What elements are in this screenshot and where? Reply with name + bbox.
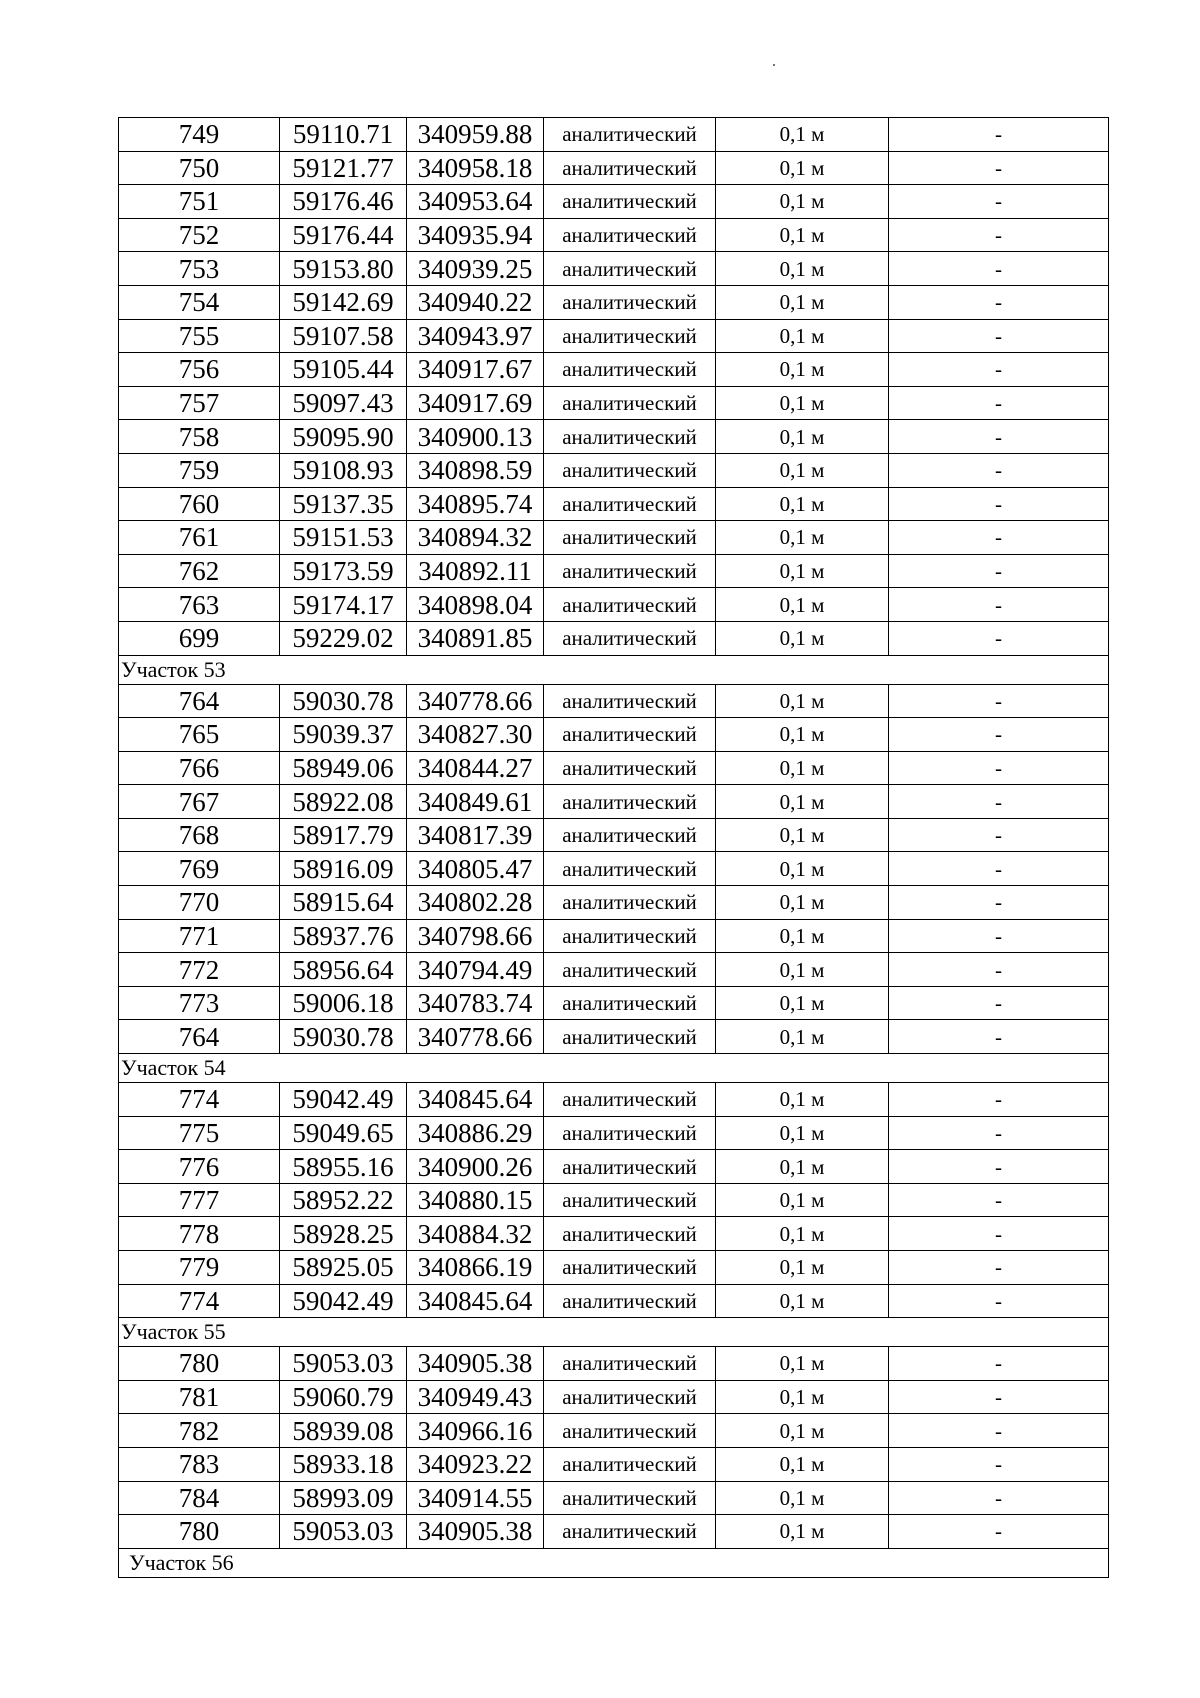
point-number: 760 xyxy=(119,487,280,521)
coordinate-y: 340894.32 xyxy=(407,521,544,555)
accuracy-cell: 0,1 м xyxy=(716,118,889,152)
method-cell: аналитический xyxy=(544,751,716,785)
point-number: 780 xyxy=(119,1347,280,1381)
note-cell: - xyxy=(889,285,1109,319)
coordinate-x: 59097.43 xyxy=(280,386,407,420)
point-number: 757 xyxy=(119,386,280,420)
method-cell: аналитический xyxy=(544,1284,716,1318)
coordinate-x: 58993.09 xyxy=(280,1481,407,1515)
accuracy-cell: 0,1 м xyxy=(716,1150,889,1184)
point-row xyxy=(119,453,1109,487)
coordinate-x: 59105.44 xyxy=(280,353,407,387)
accuracy-cell: 0,1 м xyxy=(716,818,889,852)
note-cell: - xyxy=(889,1515,1109,1549)
note-cell: - xyxy=(889,886,1109,920)
accuracy-cell: 0,1 м xyxy=(716,1251,889,1285)
method-cell: аналитический xyxy=(544,919,716,953)
note-cell: - xyxy=(889,1380,1109,1414)
note-cell: - xyxy=(889,420,1109,454)
coordinate-x: 59107.58 xyxy=(280,319,407,353)
point-row xyxy=(119,1251,1109,1285)
coordinate-x: 59060.79 xyxy=(280,1380,407,1414)
method-cell: аналитический xyxy=(544,953,716,987)
accuracy-cell: 0,1 м xyxy=(716,386,889,420)
method-cell: аналитический xyxy=(544,1183,716,1217)
method-cell: аналитический xyxy=(544,118,716,152)
method-cell: аналитический xyxy=(544,487,716,521)
coordinate-y: 340892.11 xyxy=(407,554,544,588)
point-row xyxy=(119,919,1109,953)
note-cell: - xyxy=(889,953,1109,987)
note-cell: - xyxy=(889,852,1109,886)
note-cell: - xyxy=(889,1284,1109,1318)
section-label: Участок 54 xyxy=(119,1054,1109,1083)
coordinate-x: 59042.49 xyxy=(280,1284,407,1318)
coordinate-y: 340827.30 xyxy=(407,718,544,752)
point-number: 779 xyxy=(119,1251,280,1285)
accuracy-cell: 0,1 м xyxy=(716,886,889,920)
note-cell: - xyxy=(889,621,1109,655)
note-cell: - xyxy=(889,453,1109,487)
coordinate-x: 59053.03 xyxy=(280,1515,407,1549)
coordinate-x: 58952.22 xyxy=(280,1183,407,1217)
note-cell: - xyxy=(889,684,1109,718)
accuracy-cell: 0,1 м xyxy=(716,285,889,319)
note-cell: - xyxy=(889,521,1109,555)
point-row xyxy=(119,852,1109,886)
note-cell: - xyxy=(889,986,1109,1020)
point-number: 774 xyxy=(119,1083,280,1117)
coordinate-x: 59030.78 xyxy=(280,684,407,718)
note-cell: - xyxy=(889,1020,1109,1054)
point-row xyxy=(119,554,1109,588)
coordinate-y: 340917.69 xyxy=(407,386,544,420)
method-cell: аналитический xyxy=(544,453,716,487)
point-number: 769 xyxy=(119,852,280,886)
note-cell: - xyxy=(889,1217,1109,1251)
note-cell: - xyxy=(889,785,1109,819)
coordinate-x: 59042.49 xyxy=(280,1083,407,1117)
point-row xyxy=(119,718,1109,752)
method-cell: аналитический xyxy=(544,185,716,219)
coordinate-y: 340935.94 xyxy=(407,218,544,252)
note-cell: - xyxy=(889,218,1109,252)
coordinate-y: 340891.85 xyxy=(407,621,544,655)
coordinate-x: 59176.46 xyxy=(280,185,407,219)
coordinate-y: 340953.64 xyxy=(407,185,544,219)
coordinate-y: 340905.38 xyxy=(407,1515,544,1549)
note-cell: - xyxy=(889,185,1109,219)
coordinate-x: 59030.78 xyxy=(280,1020,407,1054)
point-number: 751 xyxy=(119,185,280,219)
coordinate-x: 59229.02 xyxy=(280,621,407,655)
coordinate-y: 340845.64 xyxy=(407,1284,544,1318)
coordinate-y: 340898.59 xyxy=(407,453,544,487)
point-row xyxy=(119,285,1109,319)
point-number: 778 xyxy=(119,1217,280,1251)
coordinates-table xyxy=(118,117,1109,1578)
coordinate-y: 340898.04 xyxy=(407,588,544,622)
accuracy-cell: 0,1 м xyxy=(716,521,889,555)
point-row xyxy=(119,751,1109,785)
accuracy-cell: 0,1 м xyxy=(716,252,889,286)
note-cell: - xyxy=(889,718,1109,752)
section-header-row xyxy=(119,1548,1109,1577)
coordinate-y: 340917.67 xyxy=(407,353,544,387)
coordinate-x: 58925.05 xyxy=(280,1251,407,1285)
point-number: 767 xyxy=(119,785,280,819)
coordinate-y: 340844.27 xyxy=(407,751,544,785)
note-cell: - xyxy=(889,1183,1109,1217)
point-number: 771 xyxy=(119,919,280,953)
note-cell: - xyxy=(889,319,1109,353)
coordinate-x: 59121.77 xyxy=(280,151,407,185)
note-cell: - xyxy=(889,554,1109,588)
method-cell: аналитический xyxy=(544,1116,716,1150)
accuracy-cell: 0,1 м xyxy=(716,1347,889,1381)
note-cell: - xyxy=(889,1116,1109,1150)
point-row xyxy=(119,252,1109,286)
coordinate-y: 340880.15 xyxy=(407,1183,544,1217)
point-row xyxy=(119,818,1109,852)
point-number: 699 xyxy=(119,621,280,655)
accuracy-cell: 0,1 м xyxy=(716,420,889,454)
method-cell: аналитический xyxy=(544,1347,716,1381)
point-number: 766 xyxy=(119,751,280,785)
accuracy-cell: 0,1 м xyxy=(716,554,889,588)
method-cell: аналитический xyxy=(544,1217,716,1251)
coordinate-y: 340966.16 xyxy=(407,1414,544,1448)
point-row xyxy=(119,151,1109,185)
coordinate-y: 340914.55 xyxy=(407,1481,544,1515)
method-cell: аналитический xyxy=(544,1481,716,1515)
point-row xyxy=(119,588,1109,622)
point-row xyxy=(119,785,1109,819)
coordinate-x: 58956.64 xyxy=(280,953,407,987)
coordinate-x: 59039.37 xyxy=(280,718,407,752)
method-cell: аналитический xyxy=(544,684,716,718)
point-row xyxy=(119,1083,1109,1117)
coordinate-y: 340778.66 xyxy=(407,1020,544,1054)
point-row xyxy=(119,319,1109,353)
point-number: 777 xyxy=(119,1183,280,1217)
section-header-row xyxy=(119,1318,1109,1347)
point-number: 765 xyxy=(119,718,280,752)
note-cell: - xyxy=(889,1447,1109,1481)
point-row xyxy=(119,1217,1109,1251)
method-cell: аналитический xyxy=(544,852,716,886)
accuracy-cell: 0,1 м xyxy=(716,1083,889,1117)
accuracy-cell: 0,1 м xyxy=(716,1414,889,1448)
point-number: 756 xyxy=(119,353,280,387)
method-cell: аналитический xyxy=(544,151,716,185)
method-cell: аналитический xyxy=(544,1083,716,1117)
coordinate-y: 340798.66 xyxy=(407,919,544,953)
method-cell: аналитический xyxy=(544,621,716,655)
coordinate-x: 59137.35 xyxy=(280,487,407,521)
coordinate-x: 58949.06 xyxy=(280,751,407,785)
point-row xyxy=(119,1481,1109,1515)
point-row xyxy=(119,1447,1109,1481)
point-number: 784 xyxy=(119,1481,280,1515)
coordinate-x: 59173.59 xyxy=(280,554,407,588)
accuracy-cell: 0,1 м xyxy=(716,621,889,655)
note-cell: - xyxy=(889,1083,1109,1117)
accuracy-cell: 0,1 м xyxy=(716,1183,889,1217)
coordinate-x: 58937.76 xyxy=(280,919,407,953)
coordinate-y: 340845.64 xyxy=(407,1083,544,1117)
scan-speck xyxy=(773,64,775,66)
method-cell: аналитический xyxy=(544,785,716,819)
method-cell: аналитический xyxy=(544,554,716,588)
method-cell: аналитический xyxy=(544,1447,716,1481)
note-cell: - xyxy=(889,118,1109,152)
coordinate-y: 340943.97 xyxy=(407,319,544,353)
point-number: 781 xyxy=(119,1380,280,1414)
note-cell: - xyxy=(889,1347,1109,1381)
accuracy-cell: 0,1 м xyxy=(716,785,889,819)
coordinate-x: 58916.09 xyxy=(280,852,407,886)
point-number: 753 xyxy=(119,252,280,286)
accuracy-cell: 0,1 м xyxy=(716,1116,889,1150)
method-cell: аналитический xyxy=(544,818,716,852)
coordinate-x: 58939.08 xyxy=(280,1414,407,1448)
coordinate-y: 340949.43 xyxy=(407,1380,544,1414)
point-row xyxy=(119,886,1109,920)
method-cell: аналитический xyxy=(544,1515,716,1549)
point-row xyxy=(119,353,1109,387)
coordinate-y: 340884.32 xyxy=(407,1217,544,1251)
point-number: 759 xyxy=(119,453,280,487)
point-row xyxy=(119,1183,1109,1217)
accuracy-cell: 0,1 м xyxy=(716,1447,889,1481)
point-number: 752 xyxy=(119,218,280,252)
note-cell: - xyxy=(889,818,1109,852)
note-cell: - xyxy=(889,1150,1109,1184)
coordinate-x: 58928.25 xyxy=(280,1217,407,1251)
accuracy-cell: 0,1 м xyxy=(716,1020,889,1054)
point-number: 783 xyxy=(119,1447,280,1481)
section-header-row xyxy=(119,1054,1109,1083)
coordinate-x: 59142.69 xyxy=(280,285,407,319)
note-cell: - xyxy=(889,487,1109,521)
note-cell: - xyxy=(889,1414,1109,1448)
accuracy-cell: 0,1 м xyxy=(716,319,889,353)
coordinate-x: 58933.18 xyxy=(280,1447,407,1481)
coordinate-y: 340783.74 xyxy=(407,986,544,1020)
point-row xyxy=(119,118,1109,152)
method-cell: аналитический xyxy=(544,252,716,286)
point-row xyxy=(119,1347,1109,1381)
point-row xyxy=(119,487,1109,521)
method-cell: аналитический xyxy=(544,986,716,1020)
accuracy-cell: 0,1 м xyxy=(716,487,889,521)
point-number: 750 xyxy=(119,151,280,185)
point-number: 749 xyxy=(119,118,280,152)
point-row xyxy=(119,1515,1109,1549)
accuracy-cell: 0,1 м xyxy=(716,1515,889,1549)
coordinate-y: 340940.22 xyxy=(407,285,544,319)
note-cell: - xyxy=(889,386,1109,420)
coordinates-table-body xyxy=(119,118,1109,1578)
point-number: 755 xyxy=(119,319,280,353)
accuracy-cell: 0,1 м xyxy=(716,919,889,953)
point-row xyxy=(119,386,1109,420)
accuracy-cell: 0,1 м xyxy=(716,185,889,219)
point-number: 776 xyxy=(119,1150,280,1184)
accuracy-cell: 0,1 м xyxy=(716,588,889,622)
point-row xyxy=(119,986,1109,1020)
point-row xyxy=(119,1414,1109,1448)
point-row xyxy=(119,521,1109,555)
coordinate-x: 59049.65 xyxy=(280,1116,407,1150)
coordinate-x: 58917.79 xyxy=(280,818,407,852)
section-label: Участок 56 xyxy=(119,1548,1109,1577)
point-number: 774 xyxy=(119,1284,280,1318)
method-cell: аналитический xyxy=(544,718,716,752)
coordinate-y: 340886.29 xyxy=(407,1116,544,1150)
note-cell: - xyxy=(889,588,1109,622)
coordinate-y: 340778.66 xyxy=(407,684,544,718)
note-cell: - xyxy=(889,1481,1109,1515)
coordinate-y: 340900.13 xyxy=(407,420,544,454)
point-number: 758 xyxy=(119,420,280,454)
point-row xyxy=(119,1020,1109,1054)
point-number: 770 xyxy=(119,886,280,920)
note-cell: - xyxy=(889,751,1109,785)
point-number: 773 xyxy=(119,986,280,1020)
accuracy-cell: 0,1 м xyxy=(716,1481,889,1515)
coordinate-x: 58922.08 xyxy=(280,785,407,819)
accuracy-cell: 0,1 м xyxy=(716,1284,889,1318)
method-cell: аналитический xyxy=(544,1251,716,1285)
point-row xyxy=(119,1284,1109,1318)
method-cell: аналитический xyxy=(544,521,716,555)
coordinate-y: 340939.25 xyxy=(407,252,544,286)
accuracy-cell: 0,1 м xyxy=(716,953,889,987)
coordinate-y: 340923.22 xyxy=(407,1447,544,1481)
point-row xyxy=(119,684,1109,718)
accuracy-cell: 0,1 м xyxy=(716,986,889,1020)
method-cell: аналитический xyxy=(544,218,716,252)
point-row xyxy=(119,218,1109,252)
point-number: 780 xyxy=(119,1515,280,1549)
accuracy-cell: 0,1 м xyxy=(716,218,889,252)
note-cell: - xyxy=(889,1251,1109,1285)
point-number: 775 xyxy=(119,1116,280,1150)
section-header-row xyxy=(119,655,1109,684)
accuracy-cell: 0,1 м xyxy=(716,718,889,752)
method-cell: аналитический xyxy=(544,1150,716,1184)
coordinate-x: 58955.16 xyxy=(280,1150,407,1184)
accuracy-cell: 0,1 м xyxy=(716,1217,889,1251)
coordinate-y: 340866.19 xyxy=(407,1251,544,1285)
point-number: 764 xyxy=(119,1020,280,1054)
coordinate-y: 340849.61 xyxy=(407,785,544,819)
point-row xyxy=(119,420,1109,454)
accuracy-cell: 0,1 м xyxy=(716,751,889,785)
accuracy-cell: 0,1 м xyxy=(716,151,889,185)
method-cell: аналитический xyxy=(544,353,716,387)
accuracy-cell: 0,1 м xyxy=(716,353,889,387)
coordinate-x: 59006.18 xyxy=(280,986,407,1020)
coordinate-y: 340959.88 xyxy=(407,118,544,152)
note-cell: - xyxy=(889,151,1109,185)
coordinate-x: 59176.44 xyxy=(280,218,407,252)
coordinate-x: 59053.03 xyxy=(280,1347,407,1381)
coordinate-x: 59174.17 xyxy=(280,588,407,622)
point-number: 754 xyxy=(119,285,280,319)
accuracy-cell: 0,1 м xyxy=(716,1380,889,1414)
point-number: 772 xyxy=(119,953,280,987)
coordinate-y: 340958.18 xyxy=(407,151,544,185)
method-cell: аналитический xyxy=(544,588,716,622)
point-number: 782 xyxy=(119,1414,280,1448)
accuracy-cell: 0,1 м xyxy=(716,684,889,718)
accuracy-cell: 0,1 м xyxy=(716,852,889,886)
method-cell: аналитический xyxy=(544,319,716,353)
point-number: 768 xyxy=(119,818,280,852)
method-cell: аналитический xyxy=(544,1380,716,1414)
coordinate-y: 340905.38 xyxy=(407,1347,544,1381)
coordinate-x: 59108.93 xyxy=(280,453,407,487)
section-label: Участок 53 xyxy=(119,655,1109,684)
coordinate-y: 340794.49 xyxy=(407,953,544,987)
note-cell: - xyxy=(889,252,1109,286)
method-cell: аналитический xyxy=(544,386,716,420)
coordinate-x: 59110.71 xyxy=(280,118,407,152)
coordinate-y: 340805.47 xyxy=(407,852,544,886)
point-number: 762 xyxy=(119,554,280,588)
point-row xyxy=(119,953,1109,987)
accuracy-cell: 0,1 м xyxy=(716,453,889,487)
point-row xyxy=(119,1150,1109,1184)
coordinate-y: 340895.74 xyxy=(407,487,544,521)
section-label: Участок 55 xyxy=(119,1318,1109,1347)
point-row xyxy=(119,621,1109,655)
coordinate-y: 340817.39 xyxy=(407,818,544,852)
method-cell: аналитический xyxy=(544,1020,716,1054)
point-row xyxy=(119,1380,1109,1414)
coordinate-y: 340802.28 xyxy=(407,886,544,920)
method-cell: аналитический xyxy=(544,1414,716,1448)
point-number: 763 xyxy=(119,588,280,622)
method-cell: аналитический xyxy=(544,420,716,454)
point-row xyxy=(119,185,1109,219)
coordinate-y: 340900.26 xyxy=(407,1150,544,1184)
method-cell: аналитический xyxy=(544,285,716,319)
coordinate-x: 59095.90 xyxy=(280,420,407,454)
coordinate-x: 58915.64 xyxy=(280,886,407,920)
coordinate-x: 59153.80 xyxy=(280,252,407,286)
coordinate-x: 59151.53 xyxy=(280,521,407,555)
point-number: 761 xyxy=(119,521,280,555)
point-number: 764 xyxy=(119,684,280,718)
method-cell: аналитический xyxy=(544,886,716,920)
note-cell: - xyxy=(889,919,1109,953)
note-cell: - xyxy=(889,353,1109,387)
point-row xyxy=(119,1116,1109,1150)
